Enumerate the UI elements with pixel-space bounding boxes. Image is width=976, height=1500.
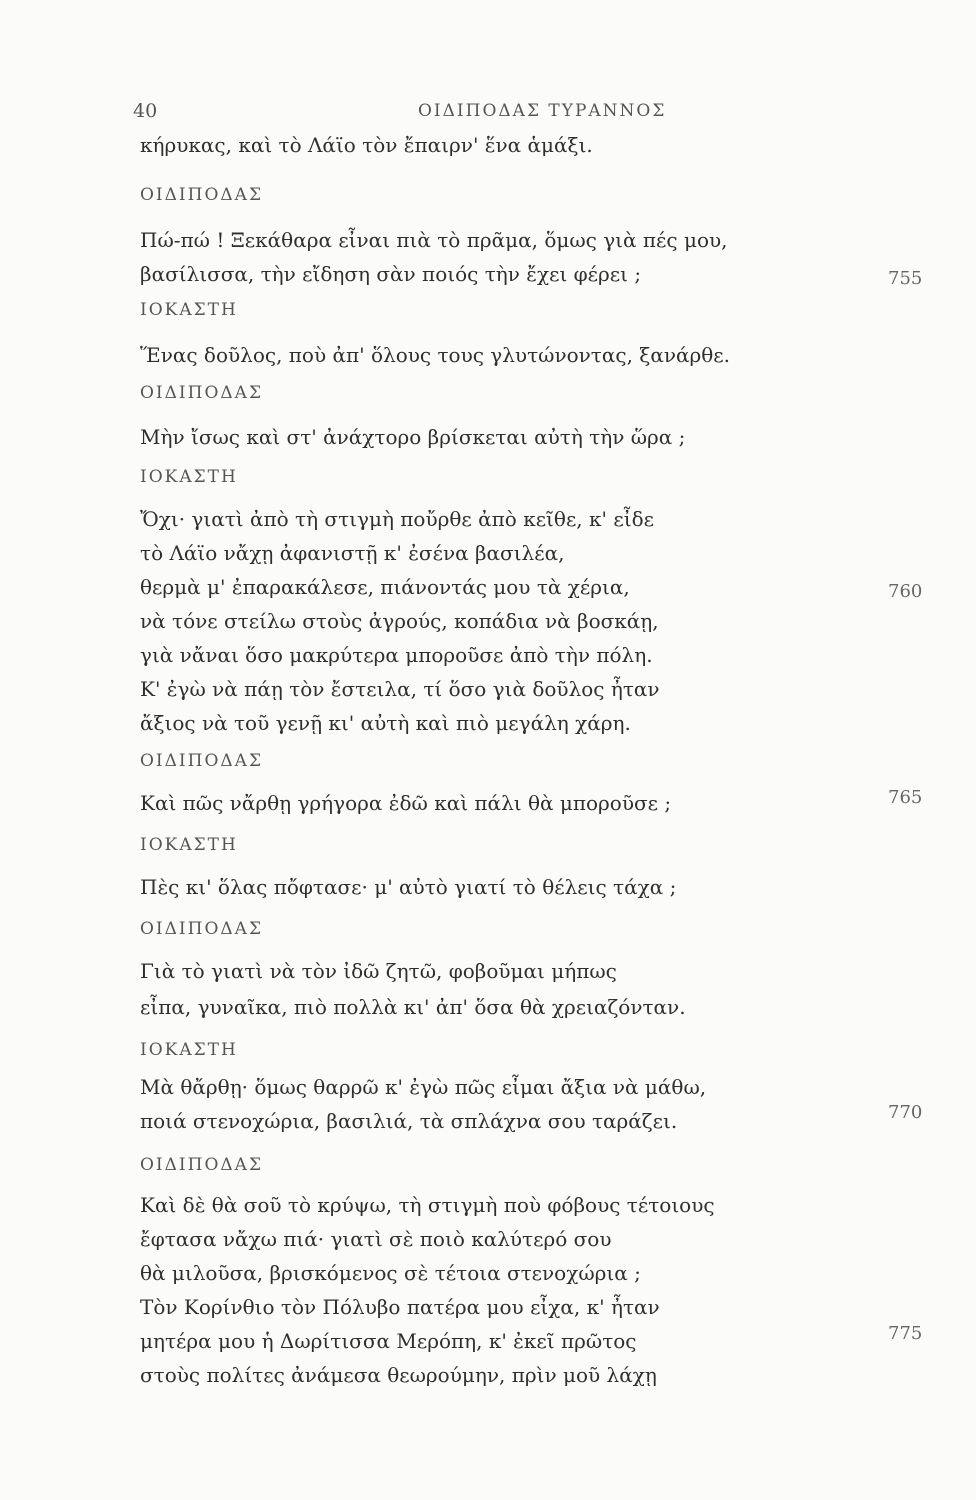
verse-line: Πὲς κι' ὅλας πὄφτασε· μ' αὐτὸ γιατί τὸ θέλεις τάχα ;	[140, 875, 677, 899]
speaker-name: ΟΙΔΙΠΟΔΑΣ	[140, 383, 263, 403]
verse-line: θὰ μιλοῦσα, βρισκόμενος σὲ τέτοια στενοχώρια ;	[140, 1261, 641, 1285]
speaker-name: ΙΟΚΑΣΤΗ	[140, 835, 238, 855]
verse-line: Μὰ θἄρθῃ· ὅμως θαρρῶ κ' ἐγὼ πῶς εἶμαι ἄξια νὰ μάθω,	[140, 1075, 707, 1099]
verse-line: Ἕνας δοῦλος, ποὺ ἀπ' ὅλους τους γλυτώνοντας, ξανάρθε.	[140, 343, 730, 367]
verse-line: στοὺς πολίτες ἀνάμεσα θεωρούμην, πρὶν μοῦ λάχῃ	[140, 1363, 657, 1387]
page-number: 40	[133, 100, 158, 122]
line-number: 755	[888, 268, 923, 289]
verse-line: βασίλισσα, τὴν εἴδηση σὰν ποιός τὴν ἔχει φέρει ;	[140, 262, 642, 286]
verse-line: Τὸν Κορίνθιο τὸν Πόλυβο πατέρα μου εἶχα, κ' ἦταν	[140, 1295, 660, 1319]
verse-line: Κ' ἐγὼ νὰ πάῃ τὸν ἔστειλα, τί ὅσο γιὰ δοῦλος ἦταν	[140, 677, 660, 701]
verse-line: Πώ-πώ ! Ξεκάθαρα εἶναι πιὰ τὸ πρᾶμα, ὅμως γιὰ πές μου,	[140, 228, 728, 252]
verse-line: εἶπα, γυναῖκα, πιὸ πολλὰ κι' ἀπ' ὅσα θὰ χρειαζόνταν.	[140, 995, 686, 1019]
line-number: 770	[888, 1102, 923, 1123]
verse-line: θερμὰ μ' ἐπαρακάλεσε, πιάνοντάς μου τὰ χέρια,	[140, 575, 630, 599]
speaker-name: ΟΙΔΙΠΟΔΑΣ	[140, 919, 263, 939]
line-number: 760	[888, 581, 923, 602]
verse-line: Γιὰ τὸ γιατὶ νὰ τὸν ἰδῶ ζητῶ, φοβοῦμαι μήπως	[140, 959, 617, 983]
verse-line: Καὶ πῶς νἄρθῃ γρήγορα ἐδῶ καὶ πάλι θὰ μποροῦσε ;	[140, 791, 672, 815]
speaker-name: ΙΟΚΑΣΤΗ	[140, 1040, 238, 1060]
verse-line: ἔφτασα νἄχω πιά· γιατὶ σὲ ποιὸ καλύτερό σου	[140, 1227, 612, 1251]
line-number: 775	[888, 1323, 923, 1344]
speaker-name: ΟΙΔΙΠΟΔΑΣ	[140, 1155, 263, 1175]
line-number: 765	[888, 787, 923, 808]
verse-line: τὸ Λάϊο νἄχῃ ἀφανιστῇ κ' ἐσένα βασιλέα,	[140, 541, 565, 565]
running-title: ΟΙΔΙΠΟΔΑΣ ΤΥΡΑΝΝΟΣ	[418, 101, 667, 121]
verse-line: Ὄχι· γιατὶ ἀπὸ τὴ στιγμὴ ποὔρθε ἀπὸ κεῖθε, κ' εἶδε	[140, 507, 654, 531]
speaker-name: ΙΟΚΑΣΤΗ	[140, 467, 238, 487]
verse-line: νὰ τόνε στείλω στοὺς ἀγρούς, κοπάδια νὰ βοσκάῃ,	[140, 609, 659, 633]
verse-line: Καὶ δὲ θὰ σοῦ τὸ κρύψω, τὴ στιγμὴ ποὺ φόβους τέτοιους	[140, 1193, 715, 1217]
speaker-name: ΙΟΚΑΣΤΗ	[140, 300, 238, 320]
verse-line: Μὴν ἴσως καὶ στ' ἀνάχτορο βρίσκεται αὐτὴ τὴν ὥρα ;	[140, 425, 686, 449]
verse-line: ἄξιος νὰ τοῦ γενῇ κι' αὐτὴ καὶ πιὸ μεγάλη χάρη.	[140, 711, 631, 735]
verse-line: ποιά στενοχώρια, βασιλιά, τὰ σπλάχνα σου ταράζει.	[140, 1109, 678, 1133]
verse-line: κήρυκας, καὶ τὸ Λάϊο τὸν ἔπαιρν' ἕνα ἁμάξι.	[140, 133, 593, 157]
verse-line: γιὰ νἄναι ὅσο μακρύτερα μποροῦσε ἀπὸ τὴν πόλη.	[140, 643, 653, 667]
verse-line: μητέρα μου ἡ Δωρίτισσα Μερόπη, κ' ἐκεῖ πρῶτος	[140, 1329, 637, 1353]
speaker-name: ΟΙΔΙΠΟΔΑΣ	[140, 751, 263, 771]
speaker-name: ΟΙΔΙΠΟΔΑΣ	[140, 185, 263, 205]
